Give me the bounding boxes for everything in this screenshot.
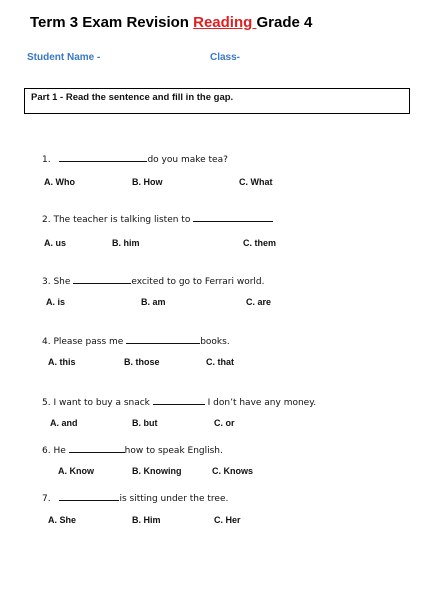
option-c[interactable]: C. are — [246, 297, 272, 307]
answer-blank[interactable] — [59, 152, 147, 162]
option-a[interactable]: A. Know — [58, 466, 94, 476]
title-highlight: Reading — [193, 14, 257, 31]
question-text-after: how to speak English. — [124, 446, 223, 456]
question-3 — [42, 274, 265, 287]
option-a[interactable]: A. Who — [44, 177, 75, 187]
title-suffix: Grade 4 — [256, 14, 313, 31]
option-b[interactable]: B. am — [141, 297, 166, 307]
option-c[interactable]: C. What — [239, 177, 273, 187]
part1-heading-box — [24, 88, 410, 114]
question-number: 4. — [42, 337, 51, 347]
student-name-label: Student Name - — [27, 52, 101, 63]
option-b[interactable]: B. him — [112, 238, 140, 248]
question-text-before: He — [53, 446, 66, 456]
option-c[interactable]: C. them — [243, 238, 277, 248]
option-a[interactable]: A. is — [46, 297, 66, 307]
question-number: 3. — [42, 277, 51, 287]
part1-heading: Part 1 - Read the sentence and fill in the gap. — [31, 92, 234, 103]
question-text-before: I want to buy a snack — [53, 398, 150, 408]
answer-blank[interactable] — [59, 491, 119, 501]
option-b[interactable]: B. Him — [132, 515, 161, 525]
question-text-after: do you make tea? — [147, 155, 228, 165]
option-b[interactable]: B. but — [132, 418, 158, 428]
question-text-before: The teacher is talking listen to — [53, 215, 191, 225]
answer-blank[interactable] — [126, 334, 200, 344]
question-text-after: I don’t have any money. — [207, 398, 317, 408]
question-number: 6. — [42, 446, 51, 456]
option-c[interactable]: C. or — [214, 418, 235, 428]
question-text-after: books. — [200, 337, 230, 347]
question-number: 2. — [42, 215, 51, 225]
question-4 — [42, 334, 230, 347]
answer-blank[interactable] — [153, 395, 205, 405]
option-b[interactable]: B. those — [124, 357, 160, 367]
question-number: 1. — [42, 155, 51, 165]
answer-blank[interactable] — [69, 443, 125, 453]
title-prefix: Term 3 Exam Revision — [30, 14, 194, 31]
option-a[interactable]: A. She — [48, 515, 77, 525]
question-1 — [42, 152, 228, 165]
answer-blank[interactable] — [73, 274, 131, 284]
option-b[interactable]: B. Knowing — [132, 466, 182, 476]
question-5 — [42, 395, 316, 408]
question-number: 5. — [42, 398, 51, 408]
question-6 — [42, 443, 223, 456]
option-a[interactable]: A. us — [44, 238, 67, 248]
question-text-after: excited to go to Ferrari world. — [131, 277, 265, 287]
question-7 — [42, 491, 228, 504]
option-a[interactable]: A. and — [50, 418, 78, 428]
page-title — [30, 14, 312, 31]
option-c[interactable]: C. Knows — [212, 466, 254, 476]
question-2 — [42, 212, 273, 225]
option-b[interactable]: B. How — [132, 177, 163, 187]
answer-blank[interactable] — [193, 212, 273, 222]
question-text-after: is sitting under the tree. — [119, 494, 229, 504]
question-text-before: She — [53, 277, 71, 287]
question-number: 7. — [42, 494, 51, 504]
question-text-before: Please pass me — [53, 337, 124, 347]
option-c[interactable]: C. that — [206, 357, 234, 367]
class-label: Class- — [210, 52, 241, 63]
option-a[interactable]: A. this — [48, 357, 76, 367]
option-c[interactable]: C. Her — [214, 515, 241, 525]
